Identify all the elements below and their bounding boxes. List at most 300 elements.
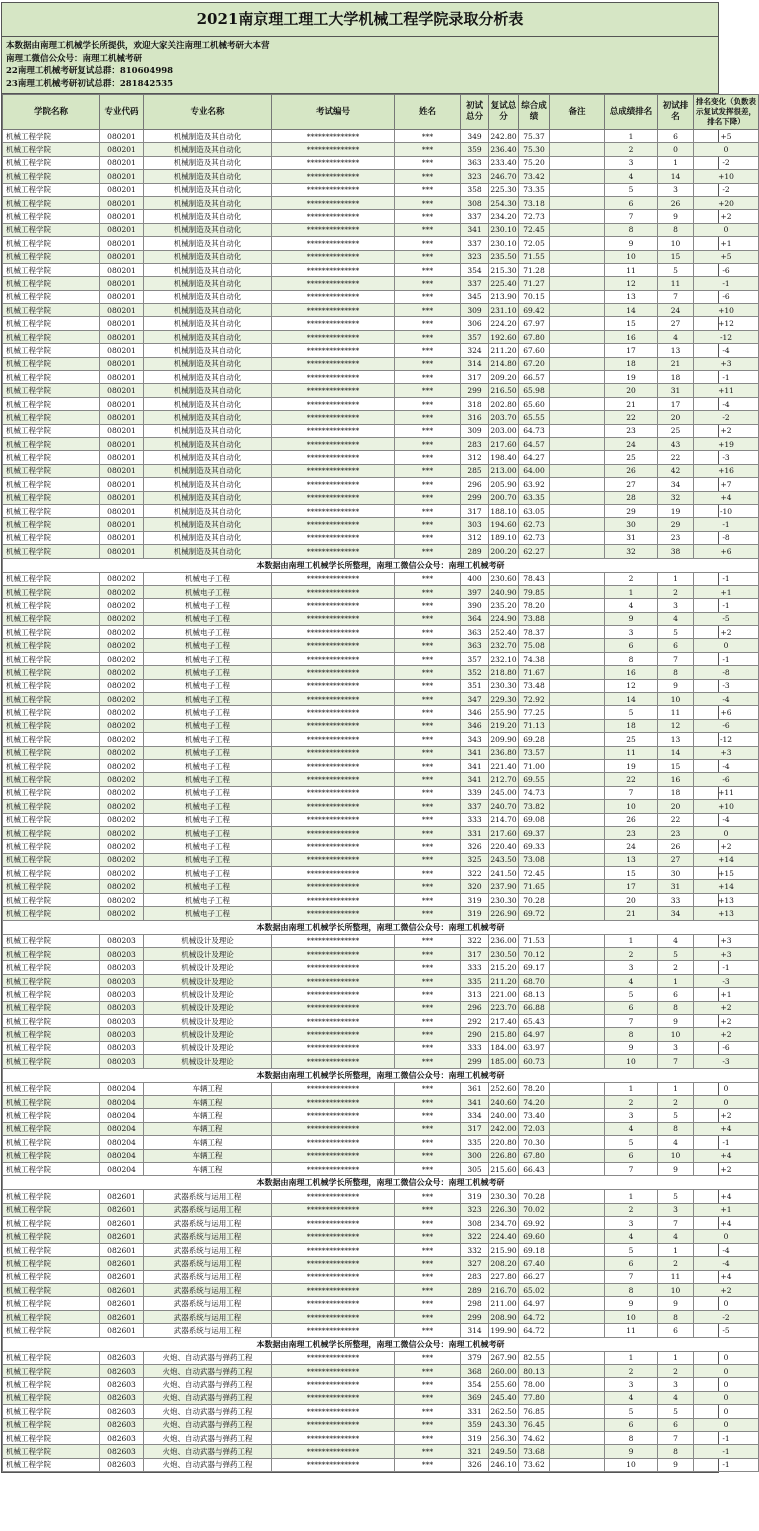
cell-rank-change: +4	[694, 1190, 759, 1203]
cell-rank-change: 0	[694, 1297, 759, 1310]
cell-name: ***	[395, 317, 461, 330]
cell-composite: 70.12	[519, 948, 550, 961]
cell-composite: 76.85	[519, 1405, 550, 1418]
cell-name: ***	[395, 1284, 461, 1297]
cell-initial-rank: 3	[658, 1041, 694, 1054]
table-row	[3, 840, 759, 853]
cell-initial-score: 352	[461, 666, 489, 679]
cell-initial-score: 361	[461, 1082, 489, 1095]
cell-composite: 71.28	[519, 263, 550, 276]
cell-composite: 65.02	[519, 1284, 550, 1297]
cell-total-rank: 7	[605, 1270, 658, 1283]
cell-total-rank: 4	[605, 1230, 658, 1243]
cell-code: 080204	[100, 1082, 144, 1095]
cell-major: 机械电子工程	[144, 612, 272, 625]
cell-initial-score: 322	[461, 867, 489, 880]
cell-remark	[550, 1310, 605, 1323]
cell-total-rank: 15	[605, 317, 658, 330]
cell-composite: 78.20	[519, 599, 550, 612]
cell-composite: 71.65	[519, 880, 550, 893]
cell-school: 机械工程学院	[3, 1028, 100, 1041]
cell-remark	[550, 237, 605, 250]
cell-major: 机械制造及其自动化	[144, 384, 272, 397]
cell-rank-change: +13	[694, 907, 759, 920]
cell-remark	[550, 1162, 605, 1175]
cell-composite: 71.27	[519, 277, 550, 290]
cell-rank-change: +2	[694, 626, 759, 639]
cell-school: 机械工程学院	[3, 491, 100, 504]
cell-school: 机械工程学院	[3, 1324, 100, 1337]
cell-name: ***	[395, 437, 461, 450]
cell-retest-score: 267.90	[489, 1351, 519, 1364]
cell-rank-change: -3	[694, 679, 759, 692]
cell-code: 080203	[100, 1028, 144, 1041]
cell-retest-score: 223.70	[489, 1001, 519, 1014]
table-row	[3, 170, 759, 183]
cell-name: ***	[395, 572, 461, 585]
cell-exam-id: **************	[272, 840, 395, 853]
cell-initial-score: 333	[461, 813, 489, 826]
cell-remark	[550, 907, 605, 920]
cell-initial-rank: 30	[658, 867, 694, 880]
cell-name: ***	[395, 1190, 461, 1203]
table-row	[3, 437, 759, 450]
cell-retest-score: 211.20	[489, 344, 519, 357]
cell-initial-score: 331	[461, 826, 489, 839]
cell-initial-rank: 5	[658, 1109, 694, 1122]
cell-major: 机械制造及其自动化	[144, 371, 272, 384]
table-row	[3, 397, 759, 410]
cell-initial-rank: 5	[658, 263, 694, 276]
cell-major: 武器系统与运用工程	[144, 1270, 272, 1283]
table-row	[3, 626, 759, 639]
cell-initial-score: 357	[461, 652, 489, 665]
table-row	[3, 719, 759, 732]
cell-remark	[550, 330, 605, 343]
cell-remark	[550, 437, 605, 450]
cell-rank-change: -8	[694, 531, 759, 544]
cell-exam-id: **************	[272, 156, 395, 169]
cell-composite: 64.00	[519, 464, 550, 477]
table-row	[3, 1284, 759, 1297]
cell-retest-score: 233.40	[489, 156, 519, 169]
cell-initial-rank: 4	[658, 1230, 694, 1243]
cell-school: 机械工程学院	[3, 840, 100, 853]
cell-code: 080202	[100, 585, 144, 598]
cell-rank-change: 0	[694, 1418, 759, 1431]
cell-retest-score: 230.60	[489, 572, 519, 585]
cell-total-rank: 16	[605, 666, 658, 679]
cell-exam-id: **************	[272, 504, 395, 517]
cell-code: 080202	[100, 826, 144, 839]
cell-remark	[550, 773, 605, 786]
cell-total-rank: 17	[605, 344, 658, 357]
cell-exam-id: **************	[272, 437, 395, 450]
cell-school: 机械工程学院	[3, 304, 100, 317]
cell-remark	[550, 1364, 605, 1377]
cell-code: 080201	[100, 518, 144, 531]
cell-composite: 66.27	[519, 1270, 550, 1283]
cell-composite: 70.28	[519, 893, 550, 906]
cell-remark	[550, 1405, 605, 1418]
cell-exam-id: **************	[272, 1041, 395, 1054]
cell-remark	[550, 317, 605, 330]
cell-rank-change: -4	[694, 344, 759, 357]
cell-code: 082601	[100, 1217, 144, 1230]
cell-initial-rank: 1	[658, 974, 694, 987]
cell-major: 机械设计及理论	[144, 1015, 272, 1028]
cell-exam-id: **************	[272, 330, 395, 343]
cell-retest-score: 215.60	[489, 1162, 519, 1175]
cell-exam-id: **************	[272, 706, 395, 719]
cell-total-rank: 22	[605, 773, 658, 786]
cell-name: ***	[395, 357, 461, 370]
table-row	[3, 800, 759, 813]
cell-composite: 69.92	[519, 1217, 550, 1230]
cell-remark	[550, 1055, 605, 1068]
cell-name: ***	[395, 237, 461, 250]
cell-school: 机械工程学院	[3, 1391, 100, 1404]
cell-total-rank: 21	[605, 907, 658, 920]
cell-code: 082601	[100, 1310, 144, 1323]
cell-major: 机械电子工程	[144, 639, 272, 652]
cell-name: ***	[395, 464, 461, 477]
cell-rank-change: -4	[694, 813, 759, 826]
cell-rank-change: +16	[694, 464, 759, 477]
table-row	[3, 290, 759, 303]
cell-retest-score: 256.30	[489, 1431, 519, 1444]
cell-name: ***	[395, 531, 461, 544]
cell-remark	[550, 357, 605, 370]
cell-initial-score: 364	[461, 612, 489, 625]
cell-name: ***	[395, 813, 461, 826]
cell-major: 机械设计及理论	[144, 1028, 272, 1041]
cell-rank-change: -4	[694, 1243, 759, 1256]
cell-composite: 72.73	[519, 210, 550, 223]
table-row	[3, 130, 759, 143]
cell-total-rank: 1	[605, 585, 658, 598]
cell-exam-id: **************	[272, 1230, 395, 1243]
table-row	[3, 223, 759, 236]
cell-initial-score: 333	[461, 961, 489, 974]
note-line: 23南理工机械考研初试总群：281842535	[6, 78, 174, 89]
cell-name: ***	[395, 1230, 461, 1243]
col-composite: 综合成绩	[519, 95, 550, 130]
cell-name: ***	[395, 304, 461, 317]
cell-code: 080203	[100, 974, 144, 987]
cell-initial-rank: 8	[658, 1310, 694, 1323]
cell-remark	[550, 263, 605, 276]
cell-major: 车辆工程	[144, 1122, 272, 1135]
cell-rank-change: +4	[694, 491, 759, 504]
cell-code: 080201	[100, 371, 144, 384]
cell-school: 机械工程学院	[3, 504, 100, 517]
cell-initial-score: 331	[461, 1405, 489, 1418]
cell-composite: 64.97	[519, 1028, 550, 1041]
cell-total-rank: 5	[605, 988, 658, 1001]
table-row	[3, 1297, 759, 1310]
cell-school: 机械工程学院	[3, 330, 100, 343]
cell-remark	[550, 451, 605, 464]
cell-retest-score: 218.80	[489, 666, 519, 679]
cell-exam-id: **************	[272, 1162, 395, 1175]
cell-initial-rank: 5	[658, 948, 694, 961]
cell-total-rank: 3	[605, 1109, 658, 1122]
cell-exam-id: **************	[272, 1310, 395, 1323]
table-row	[3, 250, 759, 263]
cell-initial-score: 337	[461, 237, 489, 250]
cell-code: 080204	[100, 1136, 144, 1149]
cell-composite: 79.85	[519, 585, 550, 598]
cell-code: 080202	[100, 706, 144, 719]
cell-remark	[550, 800, 605, 813]
cell-name: ***	[395, 746, 461, 759]
cell-code: 080202	[100, 893, 144, 906]
cell-major: 机械设计及理论	[144, 988, 272, 1001]
cell-rank-change: 0	[694, 1351, 759, 1364]
cell-remark	[550, 988, 605, 1001]
cell-rank-change: +14	[694, 853, 759, 866]
cell-school: 机械工程学院	[3, 1257, 100, 1270]
cell-initial-score: 341	[461, 223, 489, 236]
cell-total-rank: 25	[605, 451, 658, 464]
cell-remark	[550, 1431, 605, 1444]
cell-code: 082603	[100, 1445, 144, 1458]
cell-retest-score: 255.60	[489, 1378, 519, 1391]
cell-initial-rank: 10	[658, 1284, 694, 1297]
table-row	[3, 1418, 759, 1431]
cell-school: 机械工程学院	[3, 666, 100, 679]
table-row	[3, 478, 759, 491]
cell-initial-score: 363	[461, 626, 489, 639]
table-row	[3, 1445, 759, 1458]
cell-retest-score: 216.70	[489, 1284, 519, 1297]
cell-remark	[550, 277, 605, 290]
cell-initial-rank: 7	[658, 290, 694, 303]
cell-initial-score: 316	[461, 411, 489, 424]
cell-initial-rank: 9	[658, 210, 694, 223]
cell-code: 082601	[100, 1284, 144, 1297]
cell-code: 082601	[100, 1257, 144, 1270]
cell-rank-change: -1	[694, 961, 759, 974]
cell-retest-score: 252.40	[489, 626, 519, 639]
cell-retest-score: 224.90	[489, 612, 519, 625]
table-row	[3, 813, 759, 826]
cell-total-rank: 7	[605, 1162, 658, 1175]
cell-exam-id: **************	[272, 585, 395, 598]
cell-total-rank: 8	[605, 223, 658, 236]
cell-composite: 73.42	[519, 170, 550, 183]
cell-school: 机械工程学院	[3, 1243, 100, 1256]
cell-composite: 68.13	[519, 988, 550, 1001]
cell-major: 机械设计及理论	[144, 1041, 272, 1054]
cell-remark	[550, 961, 605, 974]
cell-composite: 72.05	[519, 237, 550, 250]
cell-composite: 63.35	[519, 491, 550, 504]
cell-major: 机械电子工程	[144, 706, 272, 719]
cell-code: 082601	[100, 1230, 144, 1243]
cell-major: 机械制造及其自动化	[144, 478, 272, 491]
cell-retest-score: 232.10	[489, 652, 519, 665]
cell-school: 机械工程学院	[3, 317, 100, 330]
cell-initial-rank: 15	[658, 759, 694, 772]
cell-remark	[550, 652, 605, 665]
cell-code: 080202	[100, 679, 144, 692]
cell-initial-score: 345	[461, 290, 489, 303]
cell-rank-change: 0	[694, 143, 759, 156]
cell-rank-change: +5	[694, 250, 759, 263]
cell-composite: 71.67	[519, 666, 550, 679]
cell-retest-score: 252.60	[489, 1082, 519, 1095]
cell-initial-rank: 13	[658, 344, 694, 357]
cell-exam-id: **************	[272, 599, 395, 612]
cell-school: 机械工程学院	[3, 1015, 100, 1028]
cell-remark	[550, 344, 605, 357]
cell-code: 080201	[100, 344, 144, 357]
cell-code: 080201	[100, 357, 144, 370]
cell-remark	[550, 813, 605, 826]
cell-exam-id: **************	[272, 1378, 395, 1391]
cell-initial-score: 309	[461, 304, 489, 317]
cell-exam-id: **************	[272, 170, 395, 183]
cell-major: 机械制造及其自动化	[144, 156, 272, 169]
cell-exam-id: **************	[272, 1082, 395, 1095]
cell-total-rank: 3	[605, 1378, 658, 1391]
cell-school: 机械工程学院	[3, 719, 100, 732]
cell-remark	[550, 156, 605, 169]
cell-school: 机械工程学院	[3, 880, 100, 893]
cell-code: 080201	[100, 156, 144, 169]
cell-code: 082603	[100, 1405, 144, 1418]
cell-school: 机械工程学院	[3, 786, 100, 799]
table-row	[3, 853, 759, 866]
cell-name: ***	[395, 840, 461, 853]
cell-initial-score: 369	[461, 1391, 489, 1404]
cell-rank-change: -8	[694, 666, 759, 679]
cell-rank-change: -2	[694, 1310, 759, 1323]
cell-composite: 65.55	[519, 411, 550, 424]
cell-composite: 69.33	[519, 840, 550, 853]
cell-initial-score: 341	[461, 746, 489, 759]
cell-rank-change: +14	[694, 880, 759, 893]
cell-composite: 70.28	[519, 1190, 550, 1203]
cell-initial-rank: 3	[658, 1378, 694, 1391]
cell-major: 机械制造及其自动化	[144, 344, 272, 357]
cell-school: 机械工程学院	[3, 451, 100, 464]
cell-remark	[550, 1015, 605, 1028]
cell-school: 机械工程学院	[3, 210, 100, 223]
cell-retest-score: 246.70	[489, 170, 519, 183]
cell-remark	[550, 424, 605, 437]
cell-composite: 69.17	[519, 961, 550, 974]
cell-retest-score: 242.80	[489, 130, 519, 143]
cell-composite: 75.37	[519, 130, 550, 143]
cell-initial-rank: 6	[658, 1418, 694, 1431]
cell-school: 机械工程学院	[3, 183, 100, 196]
separator-text: 本数据由南理工机械学长所整理，南理工微信公众号：南理工机械考研	[3, 558, 759, 572]
cell-school: 机械工程学院	[3, 464, 100, 477]
cell-name: ***	[395, 518, 461, 531]
cell-major: 机械电子工程	[144, 733, 272, 746]
cell-name: ***	[395, 679, 461, 692]
cell-major: 机械制造及其自动化	[144, 290, 272, 303]
cell-major: 机械制造及其自动化	[144, 411, 272, 424]
cell-retest-score: 205.90	[489, 478, 519, 491]
cell-name: ***	[395, 1162, 461, 1175]
cell-initial-rank: 2	[658, 1364, 694, 1377]
cell-exam-id: **************	[272, 130, 395, 143]
cell-initial-score: 341	[461, 1095, 489, 1108]
cell-code: 082603	[100, 1351, 144, 1364]
cell-retest-score: 219.20	[489, 719, 519, 732]
table-row	[3, 504, 759, 517]
table-row	[3, 1149, 759, 1162]
cell-composite: 64.97	[519, 1297, 550, 1310]
cell-composite: 72.92	[519, 693, 550, 706]
cell-rank-change: 0	[694, 639, 759, 652]
cell-name: ***	[395, 1136, 461, 1149]
cell-rank-change: +4	[694, 1217, 759, 1230]
cell-composite: 78.43	[519, 572, 550, 585]
table-row	[3, 451, 759, 464]
table-row	[3, 237, 759, 250]
cell-composite: 74.38	[519, 652, 550, 665]
cell-rank-change: -1	[694, 277, 759, 290]
cell-code: 080203	[100, 1041, 144, 1054]
table-row	[3, 1217, 759, 1230]
cell-code: 082603	[100, 1364, 144, 1377]
cell-initial-score: 312	[461, 531, 489, 544]
cell-initial-score: 326	[461, 1458, 489, 1471]
cell-rank-change: +12	[694, 317, 759, 330]
cell-retest-score: 225.30	[489, 183, 519, 196]
cell-initial-score: 397	[461, 585, 489, 598]
cell-initial-rank: 8	[658, 1122, 694, 1135]
table-row	[3, 599, 759, 612]
cell-school: 机械工程学院	[3, 1351, 100, 1364]
cell-school: 机械工程学院	[3, 759, 100, 772]
cell-school: 机械工程学院	[3, 1431, 100, 1444]
cell-initial-rank: 31	[658, 880, 694, 893]
cell-total-rank: 9	[605, 1445, 658, 1458]
cell-school: 机械工程学院	[3, 1418, 100, 1431]
cell-remark	[550, 1458, 605, 1471]
cell-rank-change: -5	[694, 612, 759, 625]
cell-total-rank: 27	[605, 478, 658, 491]
cell-major: 机械电子工程	[144, 719, 272, 732]
cell-initial-rank: 10	[658, 1028, 694, 1041]
cell-major: 机械电子工程	[144, 626, 272, 639]
cell-retest-score: 241.50	[489, 867, 519, 880]
cell-retest-score: 237.90	[489, 880, 519, 893]
cell-school: 机械工程学院	[3, 545, 100, 558]
cell-name: ***	[395, 786, 461, 799]
cell-initial-rank: 8	[658, 666, 694, 679]
cell-exam-id: **************	[272, 679, 395, 692]
cell-total-rank: 11	[605, 263, 658, 276]
cell-total-rank: 29	[605, 504, 658, 517]
cell-name: ***	[395, 250, 461, 263]
cell-total-rank: 10	[605, 1310, 658, 1323]
cell-major: 机械制造及其自动化	[144, 504, 272, 517]
cell-rank-change: +7	[694, 478, 759, 491]
cell-rank-change: 0	[694, 1391, 759, 1404]
cell-initial-rank: 9	[658, 679, 694, 692]
cell-name: ***	[395, 263, 461, 276]
cell-remark	[550, 1190, 605, 1203]
cell-exam-id: **************	[272, 290, 395, 303]
cell-exam-id: **************	[272, 1418, 395, 1431]
